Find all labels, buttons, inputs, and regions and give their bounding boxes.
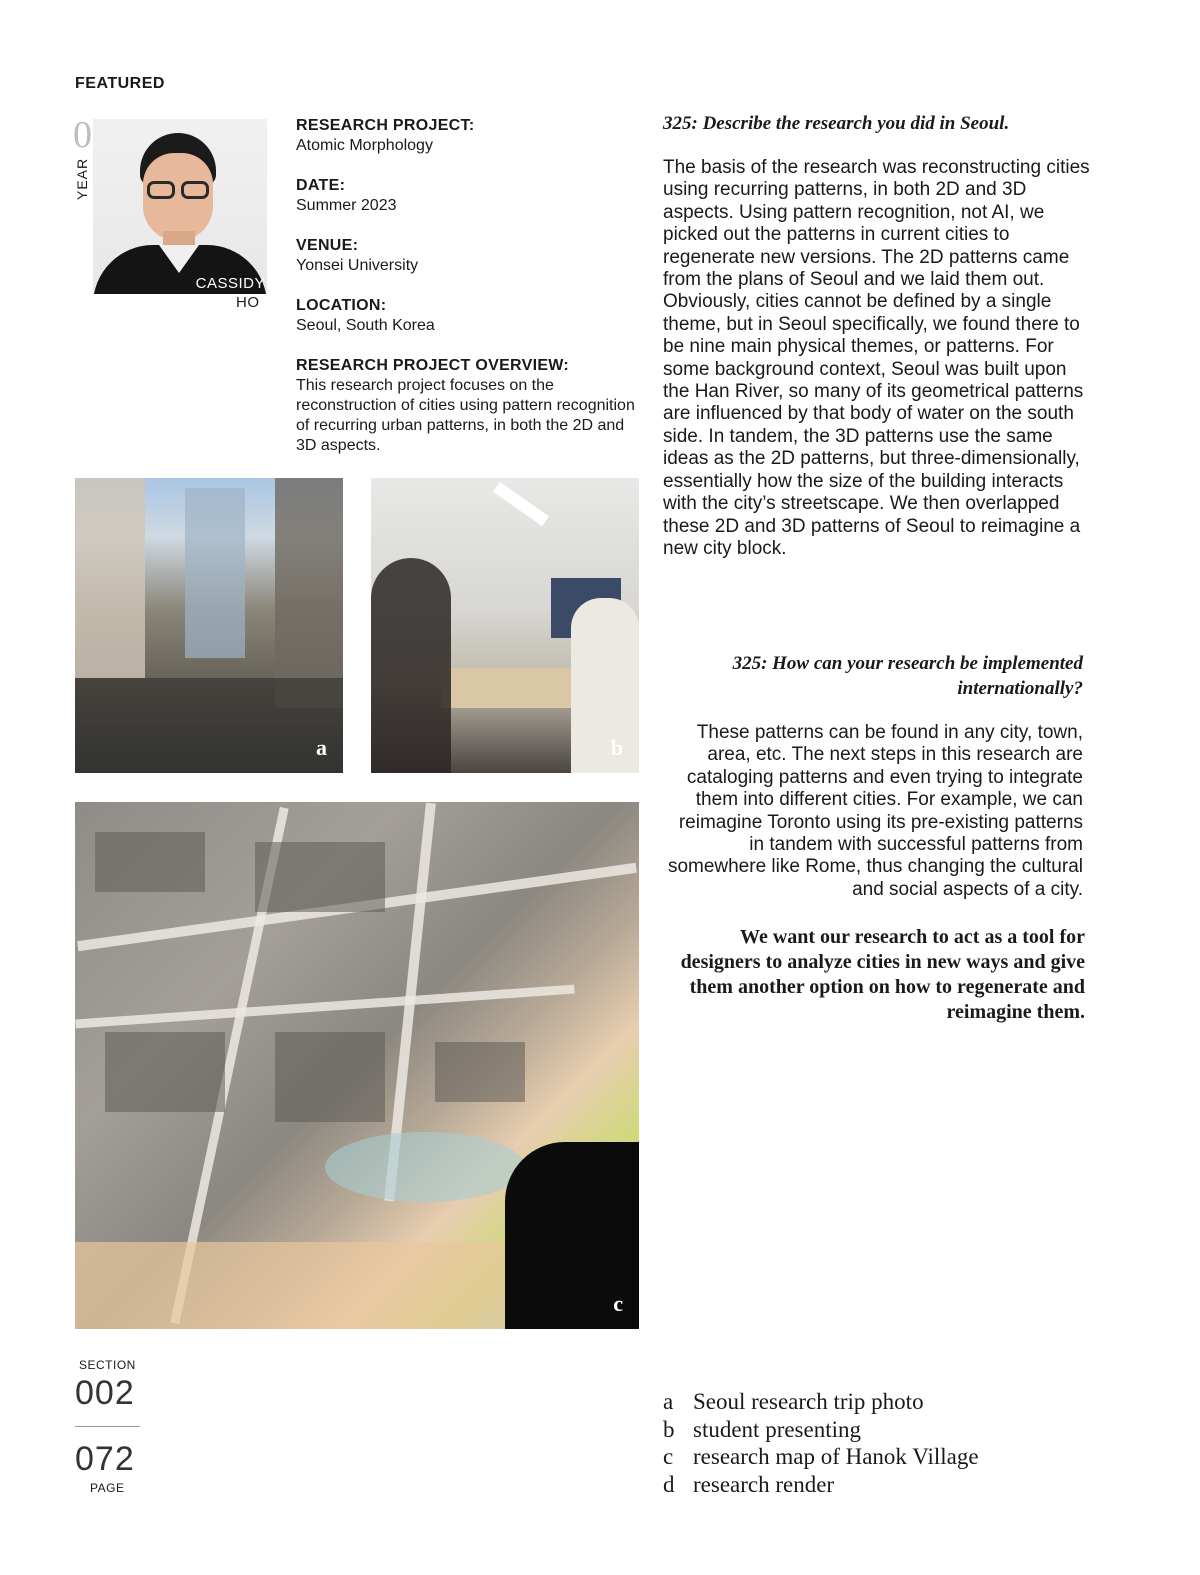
caption-text: Seoul research trip photo xyxy=(693,1389,924,1414)
image-captions xyxy=(663,1388,979,1498)
date-label: DATE: xyxy=(296,177,346,194)
photo-c-tag: c xyxy=(613,1291,623,1316)
section-heading: FEATURED xyxy=(75,75,165,92)
photo-a-street xyxy=(75,478,343,773)
footer-divider xyxy=(75,1426,140,1427)
venue-label: VENUE: xyxy=(296,237,359,254)
caption-a xyxy=(663,1388,979,1416)
caption-text: research render xyxy=(693,1471,835,1497)
page-number: 072 xyxy=(75,1440,135,1478)
caption-d xyxy=(663,1471,979,1499)
overview-label: RESEARCH PROJECT OVERVIEW: xyxy=(296,357,570,374)
date-value: Summer 2023 xyxy=(296,197,397,214)
last-name: HO xyxy=(236,294,260,311)
question-2: 325: How can your research be implemented internationally? xyxy=(732,653,1083,699)
photo-a-tag: a xyxy=(316,735,327,760)
year-zero: 0 xyxy=(73,114,92,156)
caption-c xyxy=(663,1443,979,1471)
caption-key: d xyxy=(663,1471,675,1497)
caption-text: research map of Hanok Village xyxy=(693,1444,979,1469)
caption-b xyxy=(663,1416,979,1444)
location-label: LOCATION: xyxy=(296,297,387,314)
first-name: CASSIDY xyxy=(195,275,265,292)
page-label: PAGE xyxy=(90,1481,125,1495)
answer-1: The basis of the research was reconstructing cities using recurring patterns, in both 2D and 3D aspects. Using pattern recognition, not AI, we picked out the patterns in current cities to regenerate new versions. The 2D patterns came from the plans of Seoul and we laid them out. Obviously, cities cannot be defined by a single theme, but in Seoul specifically, we found there to be nine main physical themes, or patterns. For some background context, Seoul was built upon the Han River, so many of its geometrical patterns are influenced by that body of water on the south side. In tandem, the 3D patterns use the same ideas as the 2D patterns, but three-dimensionally, essentially how the size of the building interacts with the city’s streetscape. We then overlapped these 2D and 3D patterns of Seoul to reimagine a new city block. xyxy=(663,157,1090,559)
section-label: SECTION xyxy=(79,1358,136,1372)
answer-2: These patterns can be found in any city, town, area, etc. The next steps in this research are cataloging patterns and even trying to integrate them into different cities. For example, we can reimagine Toronto using its pre-existing patterns in tandem with successful patterns from somewhere like Rome, thus changing the cultural and social aspects of a city. xyxy=(667,722,1083,900)
question-1: 325: Describe the research you did in Seoul. xyxy=(663,113,1010,134)
location-value: Seoul, South Korea xyxy=(296,317,435,334)
venue-value: Yonsei University xyxy=(296,257,419,274)
project-info xyxy=(296,116,644,456)
portrait-photo xyxy=(93,119,267,294)
section-number: 002 xyxy=(75,1374,135,1412)
answer-2-emphasis: We want our research to act as a tool for designers to analyze cities in new ways and give them another option on how to regenerate and reimagine them. xyxy=(680,926,1085,1023)
caption-text: student presenting xyxy=(693,1416,861,1442)
caption-key: c xyxy=(663,1444,674,1469)
caption-key: b xyxy=(663,1416,675,1442)
project-label: RESEARCH PROJECT: xyxy=(296,117,475,134)
project-value: Atomic Morphology xyxy=(296,137,433,154)
photo-b-tag: b xyxy=(610,735,623,760)
photo-c-research-map xyxy=(75,802,639,1329)
photo-b-presentation xyxy=(371,478,639,773)
year-label: YEAR xyxy=(74,157,90,200)
caption-key: a xyxy=(663,1389,674,1414)
overview-value: This research project focuses on the reconstruction of cities using pattern recognition of recurring urban patterns, in both the 2D and 3D aspects. xyxy=(296,377,635,454)
